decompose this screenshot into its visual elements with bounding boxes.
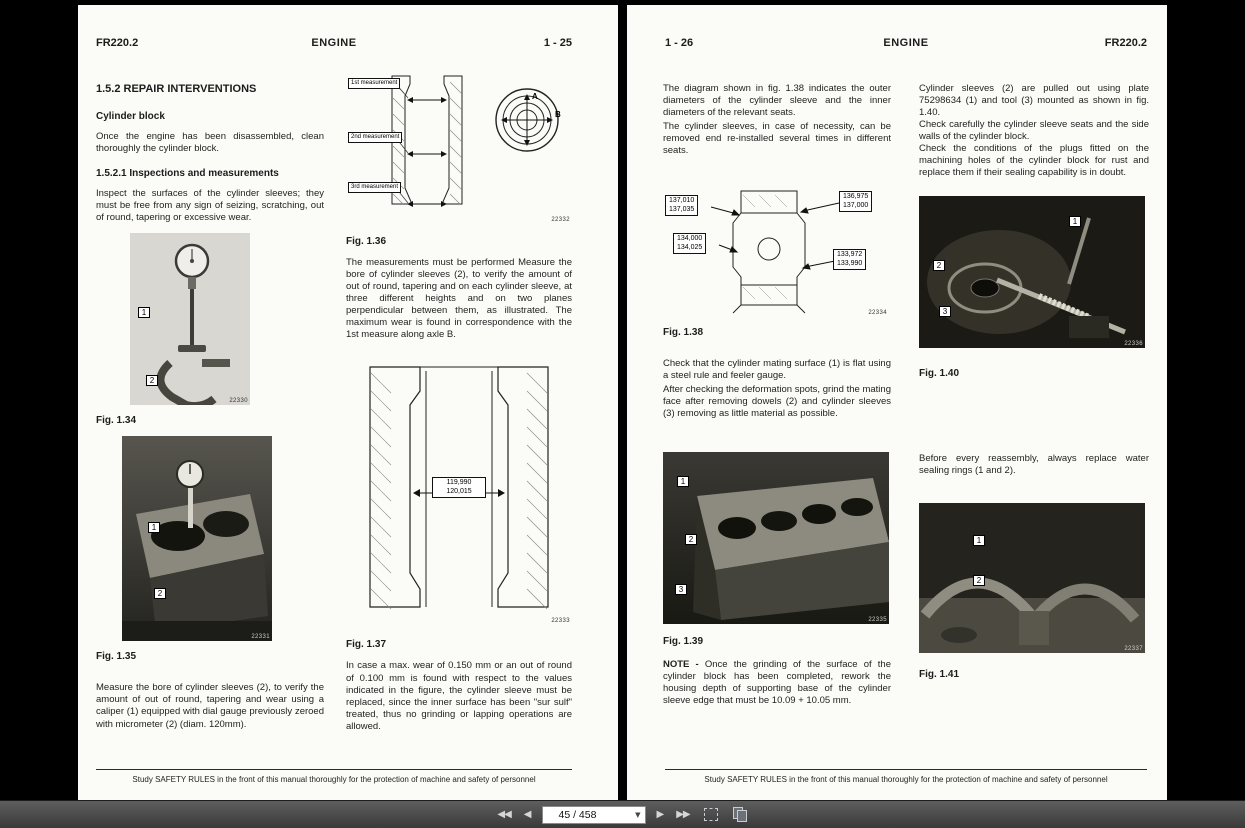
left-page-column-1 [96, 83, 324, 731]
right-page-column-2 [919, 83, 1149, 680]
paragraph: Check that the cylinder mating surface (1) is flat using a steel rule and feeler gauge. [663, 358, 891, 382]
dimension-value-top: 136,975 [843, 193, 869, 201]
figure-callout-1: 1 [1069, 216, 1081, 227]
dimension-value-top: 133,972 [837, 251, 863, 259]
safety-note: Study SAFETY RULES in the front of this manual thoroughly for the protection of machine and safety of personnel [665, 769, 1147, 784]
figure-1-39 [663, 452, 889, 624]
paragraph: Inspect the surfaces of the cylinder sleeves; they must be free from any sign of seizing, scratching, out of round, tapering or excessive wear. [96, 188, 324, 224]
cylinder-block-photo [122, 436, 272, 641]
measurement-label-1: 1st measurement [348, 78, 400, 89]
seat-dimension-4 [833, 249, 866, 270]
page-header [96, 37, 572, 49]
dimension-value-bottom: 137,000 [843, 201, 869, 209]
figure-caption: Fig. 1.39 [663, 635, 704, 647]
figure-1-36 [346, 68, 572, 224]
figure-caption: Fig. 1.36 [346, 236, 387, 247]
page-right [627, 5, 1167, 800]
figure-code: 22333 [551, 618, 570, 625]
figure-1-41 [919, 503, 1145, 653]
figure-callout-2: 2 [154, 588, 166, 599]
paragraph: The measurements must be performed Measure the bore of cylinder sleeves (2), to verify the amount of out of round, tapering and on each cylinder sleeve, at three different heights and on two planes perpendicular between them, as illustrated. The maximum wear is found in correspondence with the 1st measure along axle B. [346, 257, 572, 341]
sealing-rings-photo [919, 503, 1145, 653]
figure-1-40 [919, 196, 1145, 348]
figure-1-38 [663, 181, 889, 317]
axis-b-label: B [555, 110, 561, 119]
figure-code: 22337 [1124, 645, 1143, 652]
paragraph: Check the conditions of the plugs fitted on the machining holes of the cylinder block for rust and replace them if their sealing capability is in doubt. [919, 143, 1149, 179]
paragraph: Once the engine has been disassembled, clean thoroughly the cylinder block. [96, 131, 324, 155]
figure-code: 22331 [251, 634, 270, 641]
subsection-title: 1.5.2.1 Inspections and measurements [96, 168, 279, 180]
page-indicator[interactable] [542, 806, 646, 824]
last-page-button[interactable]: ▶▶ [674, 807, 691, 823]
paragraph: Before every reassembly, always replace water sealing rings (1 and 2). [919, 452, 1149, 476]
header-section: ENGINE [311, 37, 357, 49]
figure-caption: Fig. 1.37 [346, 639, 387, 651]
figure-callout-2: 2 [685, 534, 697, 545]
paragraph: After checking the deformation spots, grind the mating face after removing dowels (2) and cylinder sleeves (3) removing as little material as possible. [663, 383, 891, 419]
dimension-value-bottom: 133,990 [837, 259, 863, 267]
safety-note: Study SAFETY RULES in the front of this manual thoroughly for the protection of machine and safety of personnel [96, 769, 572, 784]
figure-caption: Fig. 1.41 [919, 668, 960, 680]
first-page-button[interactable]: ◀◀ [495, 807, 512, 823]
chevron-down-icon[interactable]: ▼ [635, 810, 641, 819]
next-page-button[interactable]: ▶ [655, 807, 666, 823]
figure-1-37 [346, 353, 572, 625]
snapshot-button[interactable] [701, 805, 721, 824]
page-layout-icon-front [737, 810, 747, 822]
seat-dimension-3 [839, 191, 872, 212]
figure-code: 22334 [868, 310, 887, 317]
figure-callout-1: 1 [677, 476, 689, 487]
header-model: FR220.2 [96, 37, 139, 49]
page-indicator-value[interactable]: 45 / 458 [558, 808, 597, 821]
dimension-value-top: 134,000 [677, 235, 703, 243]
figure-code: 22330 [229, 398, 248, 405]
dimension-value-bottom: 120,015 [446, 487, 472, 495]
figure-caption: Fig. 1.34 [96, 415, 137, 427]
figure-1-34 [130, 233, 250, 405]
extraction-tool-photo [919, 196, 1145, 348]
page-left [78, 5, 618, 800]
figure-caption: Fig. 1.38 [663, 327, 704, 339]
figure-callout-3: 3 [675, 584, 687, 595]
paragraph: Cylinder sleeves (2) are pulled out using plate 75298634 (1) and tool (3) mounted as shown in fig. 1.40. [919, 83, 1149, 119]
axis-a-label: A [532, 92, 538, 101]
paragraph: Measure the bore of cylinder sleeves (2), to verify the amount of out of round, tapering and wear using a caliper (1) equipped with dial gauge previously zeroed with micrometer (2) (diam. 120mm). [96, 682, 324, 730]
viewer-toolbar [0, 800, 1245, 828]
figure-code: 22335 [868, 616, 887, 623]
right-page-column-1 [663, 83, 891, 707]
snapshot-icon [704, 808, 718, 821]
page-header [665, 37, 1147, 49]
figure-callout-1: 1 [138, 307, 150, 318]
page-layout-button[interactable] [730, 805, 750, 824]
measurement-label-2: 2nd measurement [348, 132, 402, 143]
figure-1-35 [122, 436, 272, 641]
figure-caption: Fig. 1.40 [919, 367, 960, 379]
figure-callout-1: 1 [973, 535, 985, 546]
figure-callout-2: 2 [973, 575, 985, 586]
paragraph: Check carefully the cylinder sleeve seats and the side walls of the cylinder block. [919, 119, 1149, 143]
prev-page-button[interactable]: ◀ [522, 807, 533, 823]
measurement-label-3: 3rd measurement [348, 182, 401, 193]
dimension-value-top: 137,010 [669, 197, 695, 205]
bore-dimension [432, 477, 486, 498]
figure-code: 22336 [1124, 340, 1143, 347]
dimension-value-top: 119,990 [446, 479, 472, 487]
note-text: Once the grinding of the surface of the cylinder block has been completed, rework the housing depth of supporting base of the cylinder sleeve edge that must be 10.09 + 10.05 mm. [663, 658, 891, 706]
header-section: ENGINE [883, 37, 929, 49]
dimension-value-bottom: 137,035 [669, 205, 695, 213]
header-page-number: 1 - 26 [665, 37, 694, 49]
figure-code: 22332 [551, 217, 570, 223]
figure-callout-2: 2 [146, 375, 158, 386]
note-label: NOTE - [663, 658, 699, 670]
paragraph: The cylinder sleeves, in case of necessity, can be removed end re-installed several times in different seats. [663, 121, 891, 157]
header-model: FR220.2 [1104, 37, 1147, 49]
subsection-title: Cylinder block [96, 111, 165, 122]
seat-dimension-1 [665, 195, 698, 216]
figure-callout-2: 2 [933, 260, 945, 271]
figure-callout-3: 3 [939, 306, 951, 317]
paragraph: In case a max. wear of 0.150 mm or an out of round of 0.100 mm is found with respect to the values indicated in the figure, the cylinder sleeve must be replaced, since the inner surface has been "sur sulf" treated, thus no grinding or lapping operations are allowed. [346, 660, 572, 732]
dimension-value-bottom: 134,025 [677, 243, 703, 251]
left-page-column-2 [346, 68, 572, 733]
paragraph: The diagram shown in fig. 1.38 indicates the outer diameters of the cylinder sleeve and the inner diameters of the relevant seats. [663, 83, 891, 119]
header-page-number: 1 - 25 [543, 37, 572, 49]
section-title: 1.5.2 REPAIR INTERVENTIONS [96, 83, 257, 95]
sleeve-measurement-drawing [346, 68, 572, 224]
seat-dimension-2 [673, 233, 706, 254]
note-paragraph [663, 659, 891, 707]
figure-caption: Fig. 1.35 [96, 651, 137, 663]
figure-callout-1: 1 [148, 522, 160, 533]
